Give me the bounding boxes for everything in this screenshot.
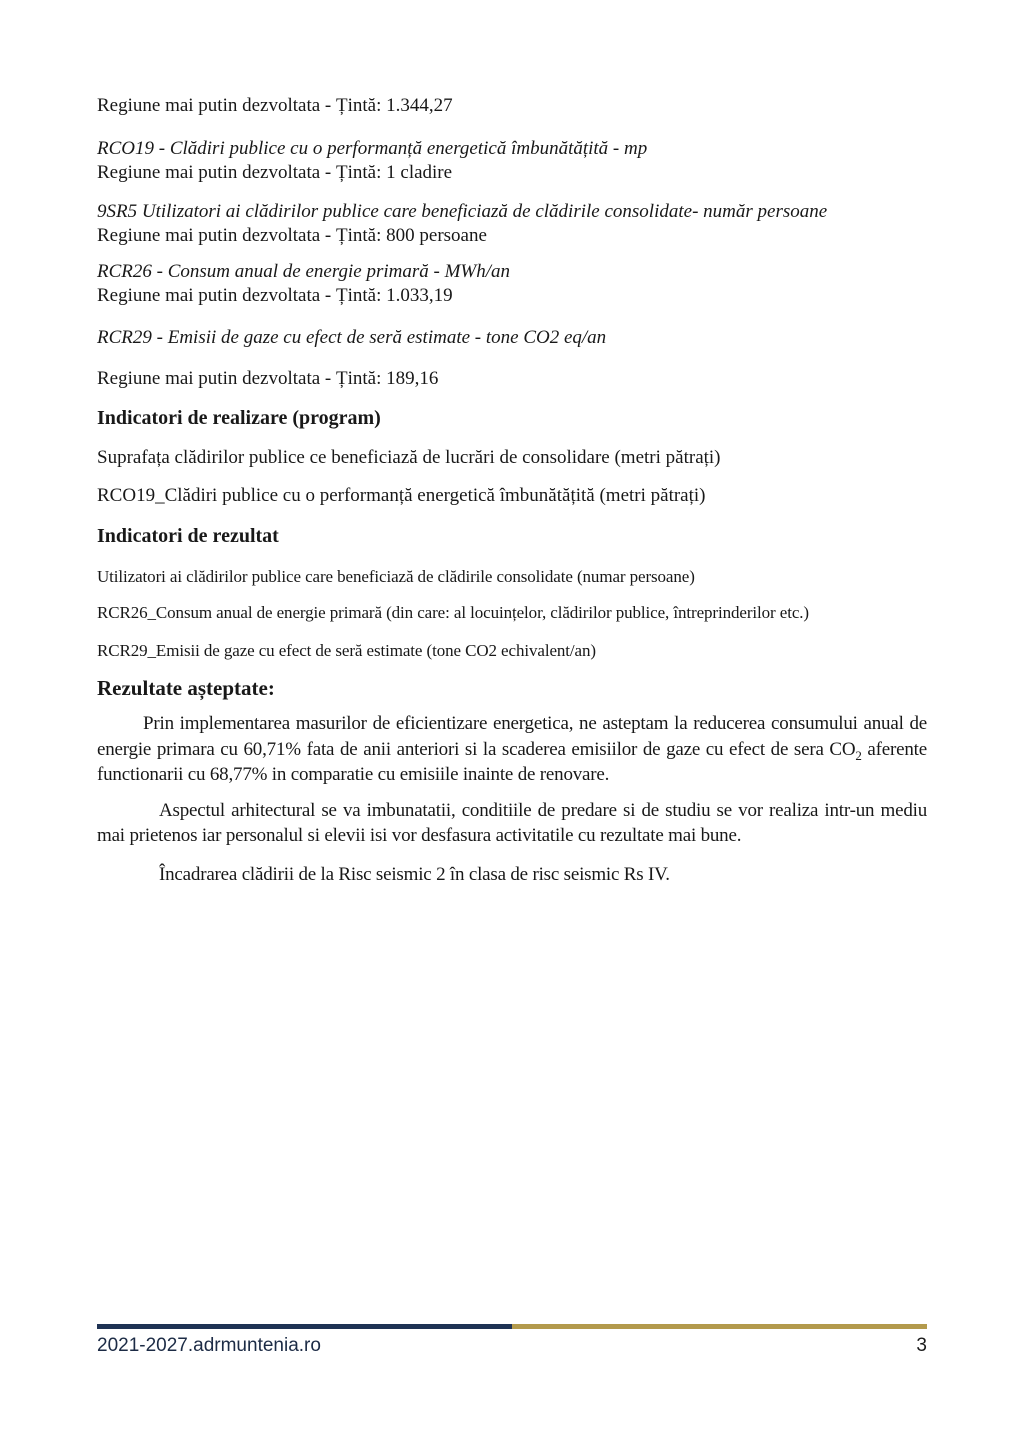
footer-divider-navy-segment <box>97 1324 512 1329</box>
indicator-title-9sr5: 9SR5 Utilizatori ai clădirilor publice care beneficiază de clădirile consolidate- număr persoane <box>97 201 828 222</box>
indicator-block-9sr5 <box>97 200 927 248</box>
target-line-rcr29: Regiune mai putin dezvoltata - Țintă: 189,16 <box>97 368 439 389</box>
indicator-block-rco19 <box>97 137 927 185</box>
section-heading-indicatori-realizare: Indicatori de realizare (program) <box>97 407 381 429</box>
rezultat-item-rcr26: RCR26_Consum anual de energie primară (din care: al locuințelor, clădirilor publice, întreprinderilor etc.) <box>97 603 809 622</box>
footer-row <box>97 1334 927 1358</box>
paragraph-seismic-risk: Încadrarea clădirii de la Risc seismic 2 în clasa de risc seismic Rs IV. <box>159 863 670 885</box>
realizare-item-rco19: RCO19_Clădiri publice cu o performanță energetică îmbunătățită (metri pătrați) <box>97 485 706 506</box>
paragraph-energy-savings-text-2: aferente functionarii cu 68,77% in comparatie cu emisiile inainte de renovare. <box>97 738 927 785</box>
document-body <box>97 94 927 887</box>
target-line-rcr26: Regiune mai putin dezvoltata - Țintă: 1.033,19 <box>97 285 453 306</box>
paragraph-energy-savings <box>97 711 927 788</box>
indicator-block-rcr26 <box>97 260 927 308</box>
target-line-rco19: Regiune mai putin dezvoltata - Țintă: 1 cladire <box>97 162 453 183</box>
indicator-title-rcr26: RCR26 - Consum anual de energie primară - MWh/an <box>97 261 511 282</box>
target-line-1344: Regiune mai putin dezvoltata - Țintă: 1.344,27 <box>97 95 453 116</box>
footer-divider <box>97 1324 927 1329</box>
footer-website: 2021-2027.adrmuntenia.ro <box>97 1335 321 1356</box>
page-number: 3 <box>916 1335 927 1356</box>
section-heading-indicatori-rezultat: Indicatori de rezultat <box>97 525 279 547</box>
rezultat-item-rcr29: RCR29_Emisii de gaze cu efect de seră estimate (tone CO2 echivalent/an) <box>97 641 596 660</box>
footer-divider-gold-segment <box>512 1324 927 1329</box>
paragraph-energy-savings-text: Prin implementarea masurilor de eficientizare energetica, ne asteptam la reducerea consumului anual de energie primara cu 60,71% fata de anii anteriori si la scaderea emisiilor de gaze cu efect de sera CO <box>97 713 927 760</box>
section-heading-rezultate-asteptate: Rezultate așteptate: <box>97 676 275 700</box>
paragraph-architectural-aspect: Aspectul arhitectural se va imbunatatii, conditiile de predare si de studiu se vor realiza intr-un mediu mai prietenos iar personalul si elevii isi vor desfasura activitatile cu rezultate mai bune. <box>97 799 927 846</box>
target-line-9sr5: Regiune mai putin dezvoltata - Țintă: 800 persoane <box>97 225 487 246</box>
page-footer <box>97 1324 927 1358</box>
indicator-title-rcr29: RCR29 - Emisii de gaze cu efect de seră estimate - tone CO2 eq/an <box>97 327 607 348</box>
realizare-item-suprafata: Suprafața clădirilor publice ce beneficiază de lucrări de consolidare (metri pătrați) <box>97 447 721 468</box>
indicator-title-rco19: RCO19 - Clădiri publice cu o performanță energetică îmbunătățită - mp <box>97 138 648 159</box>
co2-subscript: 2 <box>855 747 862 763</box>
rezultat-item-utilizatori: Utilizatori ai clădirilor publice care beneficiază de clădirile consolidate (numar persoane) <box>97 567 695 586</box>
